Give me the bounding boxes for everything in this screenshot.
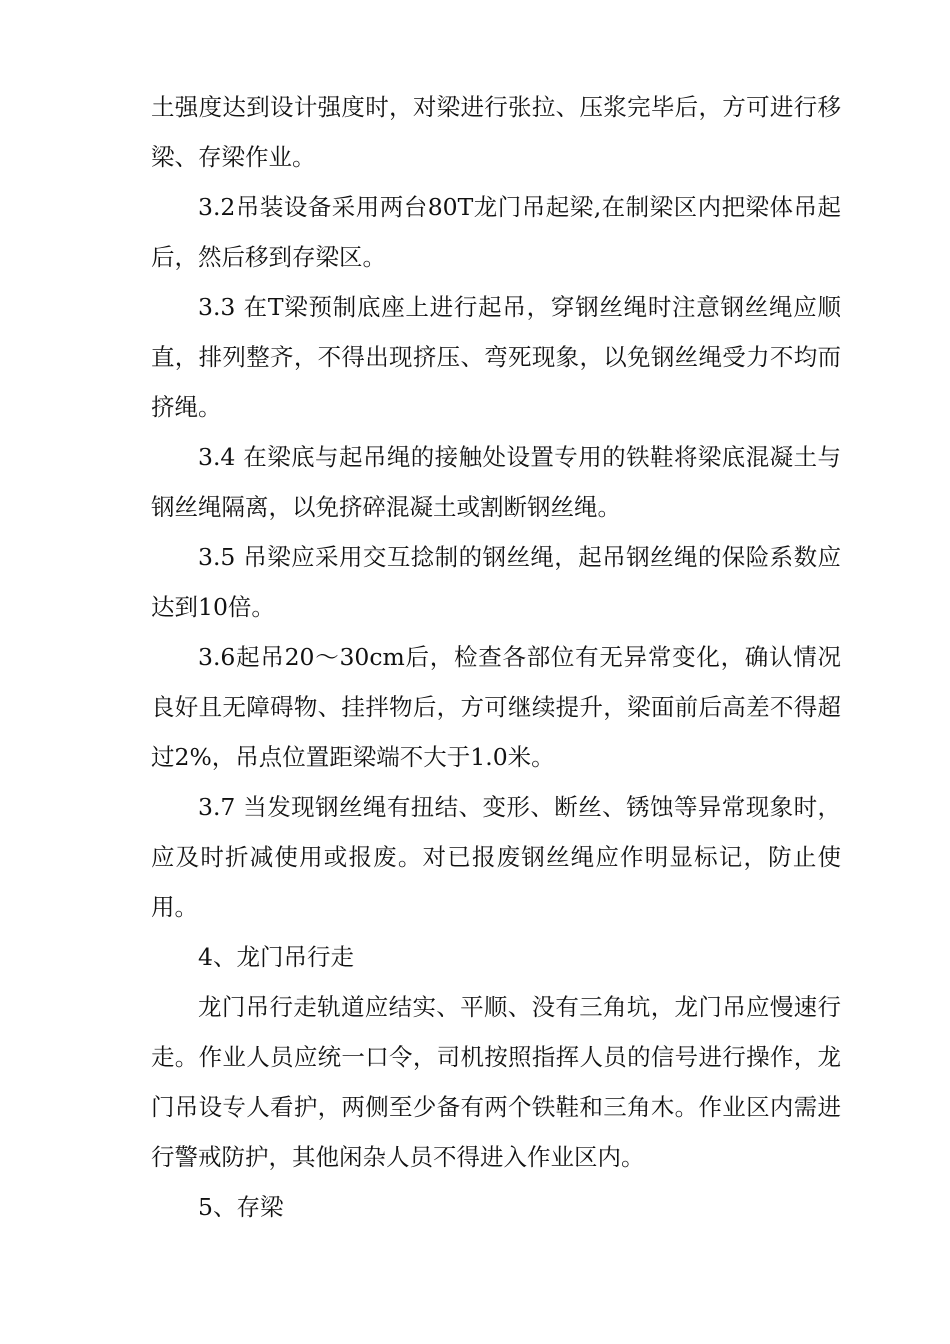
paragraph-3-6: 3.6起吊20～30cm后，检查各部位有无异常变化，确认情况良好且无障碍物、挂拌物后，方可继续提升，梁面前后高差不得超过2%，吊点位置距梁端不大于1.0米。 [151,643,841,771]
paragraph-continued: 土强度达到设计强度时，对梁进行张拉、压浆完毕后，方可进行移梁、存梁作业。 [151,93,841,171]
paragraph-3-7: 3.7 当发现钢丝绳有扭结、变形、断丝、锈蚀等异常现象时，应及时折减使用或报废。对已报废钢丝绳应作明显标记，防止使用。 [151,793,841,921]
paragraph-3-5: 3.5 吊梁应采用交互捻制的钢丝绳，起吊钢丝绳的保险系数应达到10倍。 [151,543,841,621]
section-heading-5: 5、存梁 [198,1193,284,1221]
paragraph-4: 龙门吊行走轨道应结实、平顺、没有三角坑，龙门吊应慢速行走。作业人员应统一口令，司机按照指挥人员的信号进行操作，龙门吊设专人看护，两侧至少备有两个铁鞋和三角木。作业区内需进行警戒防护，其他闲杂人员不得进入作业区内。 [151,993,841,1171]
section-heading-4: 4、龙门吊行走 [198,943,354,971]
paragraph-3-4: 3.4 在梁底与起吊绳的接触处设置专用的铁鞋将梁底混凝土与钢丝绳隔离，以免挤碎混凝土或割断钢丝绳。 [151,443,841,521]
paragraph-3-2: 3.2吊装设备采用两台80T龙门吊起梁,在制梁区内把梁体吊起后，然后移到存梁区。 [151,193,841,271]
document-body [151,82,841,1232]
paragraph-3-3: 3.3 在T梁预制底座上进行起吊，穿钢丝绳时注意钢丝绳应顺直，排列整齐，不得出现挤压、弯死现象，以免钢丝绳受力不均而挤绳。 [151,293,841,421]
